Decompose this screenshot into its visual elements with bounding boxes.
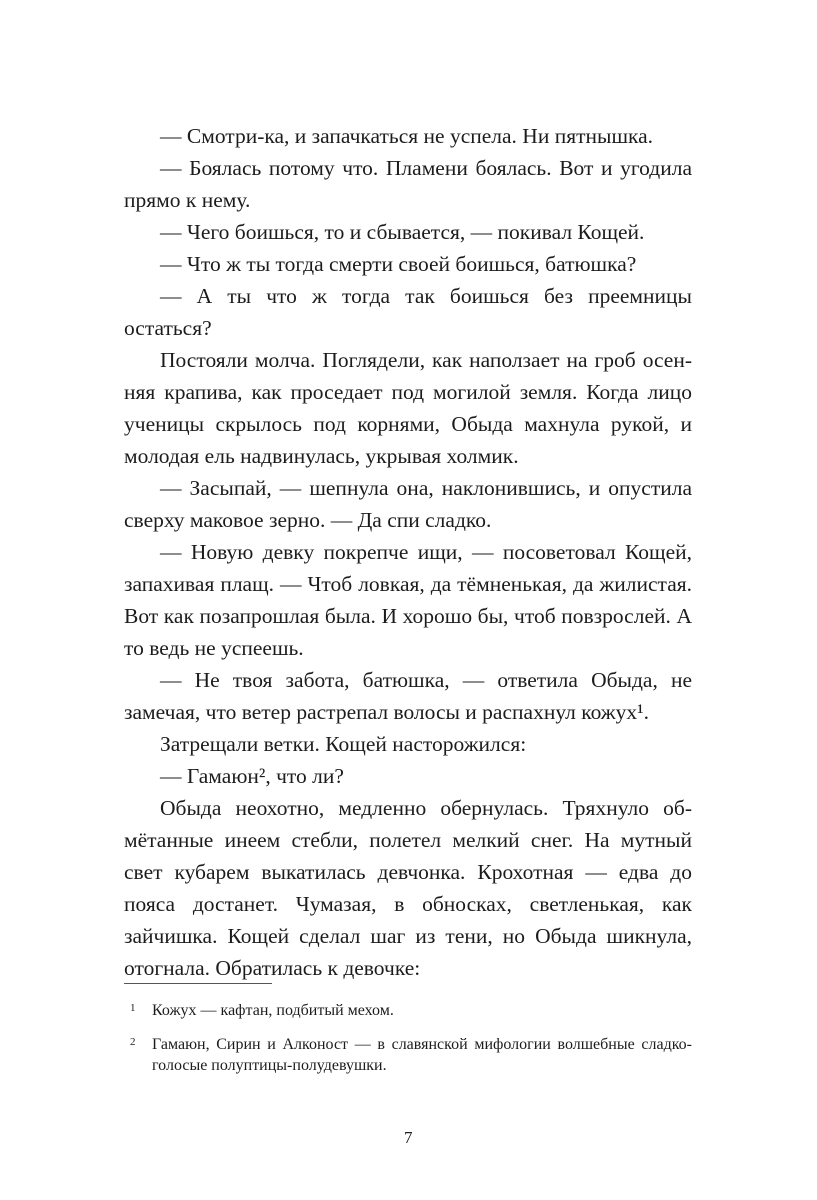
footnote-divider [124, 983, 272, 984]
paragraph: — Смотри-ка, и запачкаться не успела. Ни пятнышка. [160, 124, 654, 148]
paragraph: Затрещали ветки. Кощей насторожился: [160, 732, 527, 756]
paragraph: — Новую девку покрепче ищи, — посоветовал Кощей, запахивая плащ. — Чтоб ловкая, да тёмненькая, да жилистая. Вот как позапрошлая была. И хорошо бы, чтоб повзрослей. А то ведь не успеешь. [124, 540, 692, 660]
paragraph: — Чего боишься, то и сбывается, — покивал Кощей. [160, 220, 645, 244]
footnote-text: Кожух — кафтан, подбитый мехом. [152, 1002, 394, 1019]
footnote-marker: 2 [130, 1036, 136, 1048]
paragraph: — Засыпай, — шепнула она, наклонившись, и опустила сверху маковое зерно. — Да спи сладко. [124, 476, 692, 532]
footnote-list [124, 1000, 692, 1076]
footnote-text: Гамаюн, Сирин и Алконост — в славянской мифологии волшебные сладкоголосые полуптицы-полудевушки. [152, 1036, 692, 1074]
body-text [124, 120, 692, 984]
footnote [124, 1034, 692, 1076]
paragraph: — Не твоя забота, батюшка, — ответила Обыда, не замечая, что ветер растрепал волосы и распахнул кожух¹. [124, 668, 692, 724]
paragraph: — Что ж ты тогда смерти своей боишься, батюшка? [160, 252, 637, 276]
footnotes-section [124, 983, 692, 1089]
footnote-marker: 1 [130, 1002, 136, 1014]
paragraph: Постояли молча. Поглядели, как наползает на гроб осенняя крапива, как проседает под могилой земля. Когда лицо ученицы скрылось под корнями, Обыда махнула рукой, и молодая ель надвинулась, укрывая холмик. [124, 348, 692, 468]
paragraph: — Гамаюн², что ли? [160, 764, 344, 788]
paragraph: — А ты что ж тогда так боишься без преемницы остаться? [124, 284, 692, 340]
footnote [124, 1000, 692, 1021]
paragraph: Обыда неохотно, медленно обернулась. Тряхнуло обмётанные инеем стебли, полетел мелкий снег. На мутный свет кубарем выкатилась девчонка. Крохотная — едва до пояса достанет. Чумазая, в обносках, светленькая, как зайчишка. Кощей сделал шаг из тени, но Обыда шикнула, отогнала. Обратилась к девочке: [124, 796, 692, 980]
page-number: 7 [404, 1128, 413, 1147]
paragraph: — Боялась потому что. Пламени боялась. Вот и угодила прямо к нему. [124, 156, 692, 212]
